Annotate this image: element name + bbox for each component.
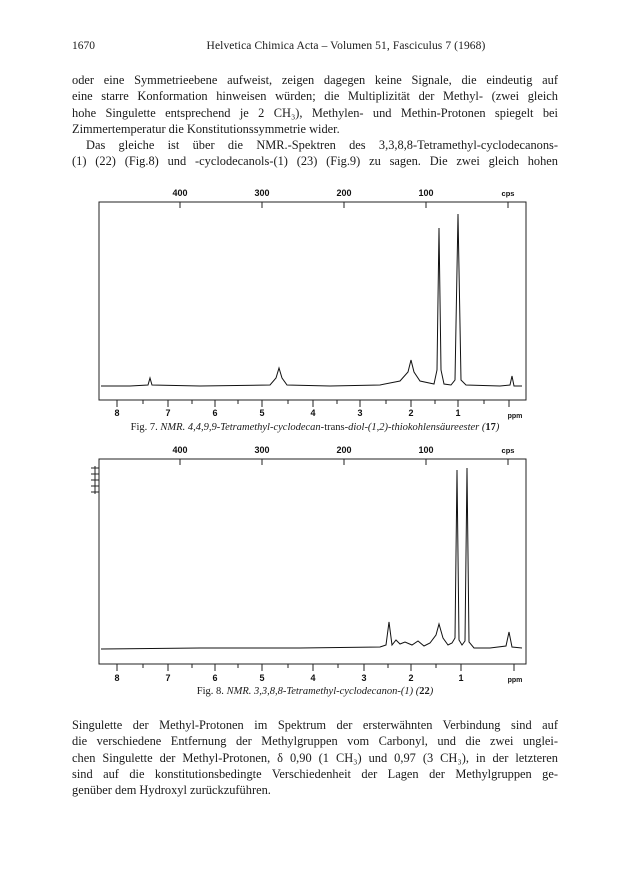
ppm-tick-label: 8 xyxy=(114,673,120,683)
text-line: die verschiedene Entfernung der Methylgruppen vom Carbonyl, und die zwei unglei- xyxy=(72,734,558,749)
ppm-tick-label: 4 xyxy=(310,673,316,683)
ppm-tick-label: 8 xyxy=(114,408,120,418)
text-line: (1) (22) (Fig.8) und -cyclodecanols-(1) (23) (Fig.9) zu sagen. Die zwei gleich hohen xyxy=(72,154,558,169)
caption-text: ) xyxy=(495,422,500,433)
cps-tick-label: 100 xyxy=(418,445,434,455)
ppm-unit-label: ppm xyxy=(507,677,523,684)
cps-tick-label: 200 xyxy=(336,445,352,455)
caption-text: NMR. 3,3,8,8-Tetramethyl-cyclodecanon-(1) ( xyxy=(226,686,420,697)
text-line: Zimmertemperatur die Konstitutionssymmetrie wider. xyxy=(72,121,340,136)
page-number: 1670 xyxy=(72,40,95,52)
cps-tick-label: 300 xyxy=(254,445,270,455)
caption-text: trans xyxy=(324,422,345,433)
text-line: hohe Singulette entsprechend je 2 CH₃), Methylen- und Methin-Protonen spiegelt bei xyxy=(72,105,558,120)
cps-tick-label: 400 xyxy=(172,188,188,198)
caption-text: -diol-(1,2)-thiokohlensäureester ( xyxy=(344,422,486,433)
caption-text: ) xyxy=(429,686,434,697)
cps-unit-label: cps xyxy=(501,189,515,198)
ppm-tick-label: 2 xyxy=(408,408,414,418)
caption-label: Fig. 8. xyxy=(196,686,227,697)
text-line: chen Singulette der Methyl-Protonen, δ 0,90 (1 CH₃) und 0,97 (3 CH₃), in der letzteren xyxy=(72,750,558,765)
ppm-tick-label: 4 xyxy=(310,408,316,418)
text-line: oder eine Symmetrieebene aufweist, zeigen dagegen keine Signale, die eindeutig auf xyxy=(72,73,558,87)
ppm-unit-label: ppm xyxy=(507,413,523,420)
ppm-tick-label: 1 xyxy=(455,408,461,418)
text-line: eine starre Konformation hinweisen würden; die Multiplizität der Methyl- (zwei gleich xyxy=(72,89,558,104)
cps-tick-label: 300 xyxy=(254,188,270,198)
paragraph-bottom xyxy=(72,717,558,798)
text-line: sind auf die konstitutionsbedingte Verschiedenheit der Lagen der Methylgruppen ge- xyxy=(72,766,558,781)
caption-text: NMR. 4,4,9,9-Tetramethyl-cyclodecan- xyxy=(160,422,325,433)
cps-tick-label: 200 xyxy=(336,188,352,198)
ppm-tick-label: 3 xyxy=(357,408,363,418)
ppm-tick-label: 3 xyxy=(361,673,367,683)
text-line: Singulette der Methyl-Protonen im Spektrum der ersterwähnten Verbindung sind auf xyxy=(72,718,558,732)
ppm-tick-label: 2 xyxy=(408,673,414,683)
compound-number: 17 xyxy=(485,422,496,433)
compound-number: 22 xyxy=(419,686,430,697)
cps-unit-label: cps xyxy=(501,446,515,455)
ppm-tick-label: 1 xyxy=(458,673,464,683)
text-line: genüber dem Hydroxyl zurückzuführen. xyxy=(72,783,271,798)
figure8-caption xyxy=(72,686,558,697)
cps-tick-label: 100 xyxy=(418,188,434,198)
ppm-tick-label: 7 xyxy=(165,408,171,418)
cps-tick-label: 400 xyxy=(172,445,188,455)
text-line: Das gleiche ist über die NMR.-Spektren des 3,3,8,8-Tetramethyl-cyclodecanons- xyxy=(86,138,558,153)
caption-label: Fig. 7. xyxy=(130,422,161,433)
journal-title: Helvetica Chimica Acta – Volumen 51, Fasciculus 7 (1968) xyxy=(206,40,486,52)
ppm-tick-label: 6 xyxy=(212,408,218,418)
ppm-tick-label: 5 xyxy=(259,408,265,418)
ppm-tick-label: 5 xyxy=(259,673,265,683)
ppm-tick-label: 7 xyxy=(165,673,171,683)
ppm-tick-label: 6 xyxy=(212,673,218,683)
